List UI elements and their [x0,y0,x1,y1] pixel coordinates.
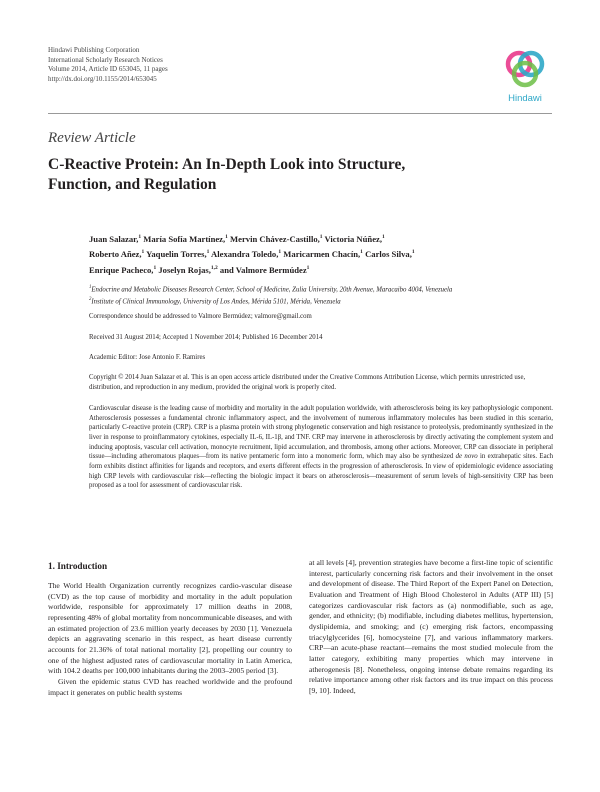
academic-editor: Academic Editor: Jose Antonio F. Ramires [89,354,206,361]
header-divider [48,113,552,114]
author-name: Roberto Añez, [89,249,142,260]
copyright-notice: Copyright © 2014 Juan Salazar et al. This is an open access article distributed under the Creative Commons Attribution License, which permits unrestricted use, distribution, and reproduction in any medium, provided the original work is properly cited. [89,374,526,391]
author-name: Enrique Pacheco, [89,264,154,275]
author-name: Yaquelin Torres, [146,249,207,260]
author-name: Mervin Chávez-Castillo, [230,233,320,244]
paragraph: at all levels [4], prevention strategies have become a first-line topic of scientific interest, particularly concerning risk factors and their involvement in the onset and development of disease. The Third Report of the Expert Panel on Detection, Evaluation and Treatment of High Blood Cholesterol in Adults (ATP III) [5] categorizes cardiovascular risk factors as (a) nonmodifiable, such as age, gender, and ethnicity; (b) modifiable, including diabetes mellitus, hypertension, dyslipidemia, and smoking; and (c) emerging risk factors, encompassing triacylglycerides [6], homocysteine [7], and various inflammatory markers. CRP—an acute-phase reactant—remains the most studied molecule from the latter category, exhibiting many properties which may intervene in atherogenesis [8]. Nonetheless, ongoing intense debate remains regarding its relative importance among other risk factors and its true impact on this process [9, 10]. Indeed, [309,558,553,695]
author-name: Alexandra Toledo, [211,249,279,260]
author-line: Juan Salazar,$^1$ María Sofía Martínez,$^1$ Mervin Chávez-Castillo,$^1$ Victoria Núñez,$^1$ [89,233,385,244]
correspondence: Correspondence should be addressed to Valmore Bermúdez; valmore@gmail.com [89,313,312,320]
author-line: Enrique Pacheco,$^1$ Joselyn Rojas,$^{1,2}$ and Valmore Bermúdez$^1$ [89,264,310,275]
article-dates: Received 31 August 2014; Accepted 1 November 2014; Published 16 December 2014 [89,334,323,341]
body-column-left [48,581,292,698]
doi-link[interactable]: http://dx.doi.org/10.1155/2014/653045 [48,74,157,83]
logo-text: Hindawi [508,93,542,104]
author-name: Juan Salazar, [89,233,139,244]
paragraph: The World Health Organization currently recognizes cardio-vascular disease (CVD) as the top cause of morbidity and mortality in the adult population worldwide, responsible for approximately 17 million deaths in 2008, representing 48% of global mortality from noncommunicable diseases, and with an estimated projection of 23.6 million yearly deceases by 2030 [1]. Venezuela depicts an aggravating scenario in this respect, as heart disease currently accounts for 21.36% of total national mortality [2], propelling our country to one of the highest adjusted rates of cardiovascular mortality in Latin America, with 104.2 deaths per 100,000 inhabitants during the 2003–2005 period [3]. [48,581,292,676]
journal-name: International Scholarly Research Notices [48,55,163,64]
article-type: Review Article [48,130,136,146]
author-list [89,231,559,277]
author-line: Roberto Añez,$^1$ Yaquelin Torres,$^1$ Alexandra Toledo,$^1$ Maricarmen Chacín,$^1$ Carlos Silva,$^1$ [89,249,415,260]
author-name: Victoria Núñez, [324,233,382,244]
author-name: and Valmore Bermúdez [219,264,307,275]
title-line: C-Reactive Protein: An In-Depth Look into Structure, [48,156,406,173]
title-line: Function, and Regulation [48,175,217,193]
volume-info: Volume 2014, Article ID 653045, 11 pages [48,65,168,74]
journal-header [48,46,168,84]
author-name: María Sofía Martínez, [143,233,226,244]
article-title [48,155,528,194]
hindawi-logo [500,46,550,106]
affiliation: $^1$Endocrine and Metabolic Diseases Research Center, School of Medicine, Zulia University, 20th Avenue, Maracaibo 4004, Venezuela [89,285,453,294]
publisher-name: Hindawi Publishing Corporation [48,46,140,54]
affiliation: $^2$Institute of Clinical Immunology, University of Los Andes, Mérida 5101, Mérida, Venezuela [89,297,341,306]
hindawi-rings-icon [500,46,550,92]
body-column-right [309,558,553,697]
author-name: Joselyn Rojas, [158,264,211,275]
author-name: Maricarmen Chacín, [283,249,361,260]
abstract: Cardiovascular disease is the leading cause of morbidity and mortality in the adult population worldwide, with atherosclerosis being its key pathophysiologic component. Atherosclerosis possesses a fundamental chronic inflammatory aspect, and the involvement of numerous inflammatory molecules has been studied in this scenario, particularly C-reactive protein (CRP). CRP is a plasma protein with strong phylogenetic conservation and high resistance to proteolysis, predominantly synthesized in the liver in response to proinflammatory cytokines, especially IL-6, IL-1β, and TNF. CRP may intervene in atherosclerosis by directly activating the complement system and inducing apoptosis, vascular cell activation, monocyte recruitment, lipid accumulation, and thrombosis, among other actions. Moreover, CRP can dissociate in peripheral tissue—including atheromatous plaques—from its native pentameric form into a monomeric form, which may also be synthesized de novo in extrahepatic sites. Each form exhibits distinct affinities for ligands and receptors, and exerts different effects in the progression of atherosclerosis. In view of epidemiologic evidence associating high CRP levels with cardiovascular risk—reflecting the biologic impact it bears on atherosclerosis—measurement of serum levels of high-sensitivity CRP has been proposed as a tool for assessment of cardiovascular risk. [89,405,554,490]
affiliation-list [89,283,559,308]
paragraph: Given the epidemic status CVD has reached worldwide and the profound impact it generates on public health systems [48,676,292,697]
author-name: Carlos Silva, [365,249,412,260]
section-heading: 1. Introduction [48,561,108,571]
